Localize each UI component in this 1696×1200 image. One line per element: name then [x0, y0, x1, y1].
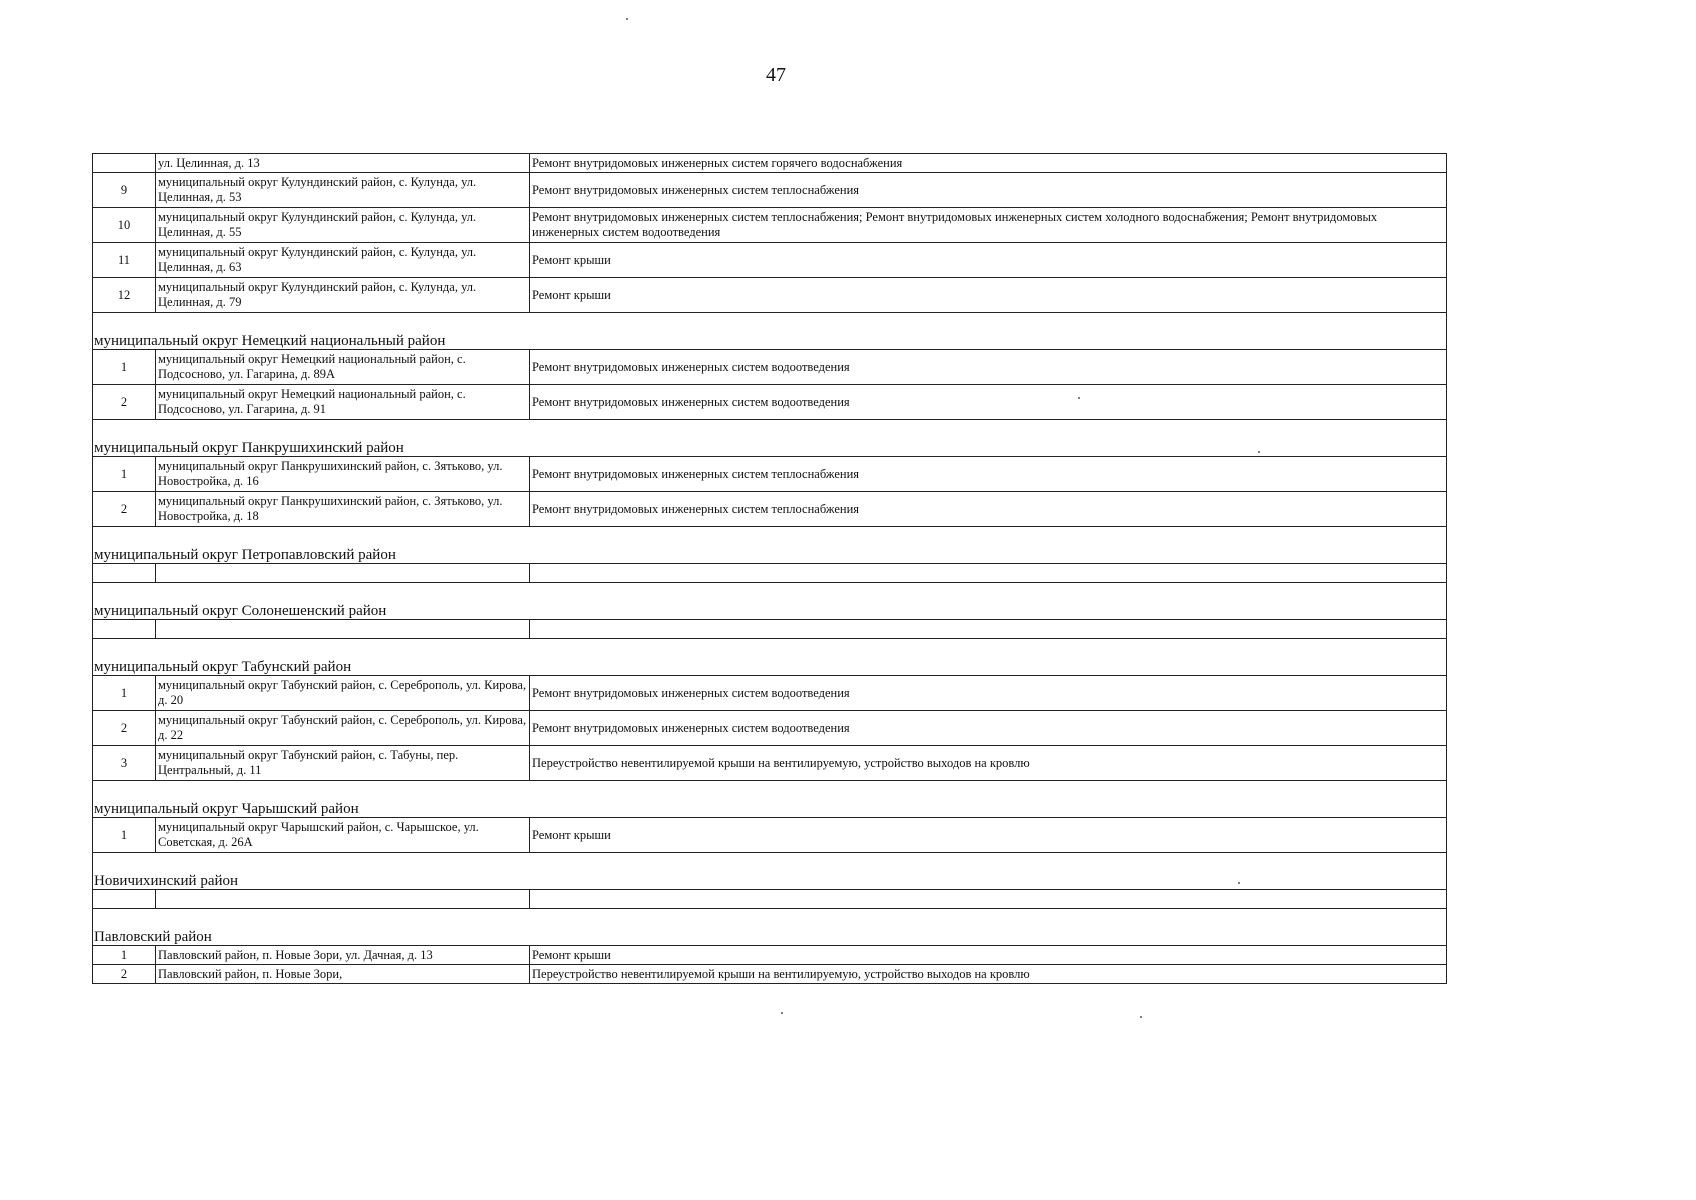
row-number: 3: [93, 746, 156, 781]
row-address: муниципальный округ Табунский район, с. Табуны, пер. Центральный, д. 11: [156, 746, 530, 781]
section-title: муниципальный округ Чарышский район: [93, 781, 1447, 818]
table-row: [93, 746, 1447, 781]
row-works: Ремонт внутридомовых инженерных систем водоотведения: [530, 676, 1447, 711]
row-works: Ремонт крыши: [530, 946, 1447, 965]
row-works: Ремонт внутридомовых инженерных систем теплоснабжения; Ремонт внутридомовых инженерных систем холодного водоснабжения; Ремонт внутридомовых инженерных систем водоотведения: [530, 208, 1447, 243]
row-number: 2: [93, 965, 156, 984]
row-address: муниципальный округ Табунский район, с. Сереброполь, ул. Кирова, д. 22: [156, 711, 530, 746]
section-header-row: [93, 853, 1447, 890]
section-header-row: [93, 639, 1447, 676]
table-row: [93, 154, 1447, 173]
row-works: Ремонт крыши: [530, 278, 1447, 313]
row-number: 1: [93, 676, 156, 711]
table-row: [93, 243, 1447, 278]
table-row: [93, 278, 1447, 313]
table-row: [93, 385, 1447, 420]
row-works: Ремонт внутридомовых инженерных систем теплоснабжения: [530, 457, 1447, 492]
row-number: 2: [93, 385, 156, 420]
scan-speck: [1140, 1016, 1142, 1018]
section-header-row: [93, 909, 1447, 946]
section-title: муниципальный округ Табунский район: [93, 639, 1447, 676]
empty-row: [93, 564, 1447, 583]
row-address: муниципальный округ Кулундинский район, с. Кулунда, ул. Целинная, д. 55: [156, 208, 530, 243]
table-row: [93, 350, 1447, 385]
table-row: [93, 965, 1447, 984]
row-works: Ремонт внутридомовых инженерных систем водоотведения: [530, 385, 1447, 420]
row-address: муниципальный округ Кулундинский район, с. Кулунда, ул. Целинная, д. 53: [156, 173, 530, 208]
table-row: [93, 818, 1447, 853]
row-works: Ремонт внутридомовых инженерных систем водоотведения: [530, 350, 1447, 385]
section-title: муниципальный округ Немецкий национальный район: [93, 313, 1447, 350]
row-address: муниципальный округ Табунский район, с. Сереброполь, ул. Кирова, д. 20: [156, 676, 530, 711]
table-row: [93, 208, 1447, 243]
row-number: 12: [93, 278, 156, 313]
row-number: 9: [93, 173, 156, 208]
empty-cell: [156, 620, 530, 639]
section-title: муниципальный округ Панкрушихинский район: [93, 420, 1447, 457]
row-address: Павловский район, п. Новые Зори, ул. Дачная, д. 13: [156, 946, 530, 965]
empty-cell: [93, 890, 156, 909]
row-address: муниципальный округ Немецкий национальный район, с. Подсосново, ул. Гагарина, д. 89А: [156, 350, 530, 385]
table-row: [93, 457, 1447, 492]
row-number: 11: [93, 243, 156, 278]
table-row: [93, 946, 1447, 965]
row-works: Ремонт крыши: [530, 818, 1447, 853]
row-number: 1: [93, 350, 156, 385]
row-works: Переустройство невентилируемой крыши на вентилируемую, устройство выходов на кровлю: [530, 965, 1447, 984]
row-number: 1: [93, 818, 156, 853]
section-header-row: [93, 583, 1447, 620]
empty-cell: [530, 564, 1447, 583]
empty-cell: [530, 620, 1447, 639]
table-row: [93, 173, 1447, 208]
row-address: муниципальный округ Кулундинский район, с. Кулунда, ул. Целинная, д. 63: [156, 243, 530, 278]
scan-speck: [1238, 882, 1240, 884]
empty-row: [93, 620, 1447, 639]
empty-cell: [156, 564, 530, 583]
table-row: [93, 676, 1447, 711]
empty-cell: [93, 620, 156, 639]
row-works: Ремонт внутридомовых инженерных систем горячего водоснабжения: [530, 154, 1447, 173]
row-number: 2: [93, 711, 156, 746]
empty-cell: [156, 890, 530, 909]
section-title: муниципальный округ Петропавловский район: [93, 527, 1447, 564]
row-address: Павловский район, п. Новые Зори,: [156, 965, 530, 984]
empty-cell: [530, 890, 1447, 909]
row-number: 1: [93, 457, 156, 492]
scan-speck: [626, 18, 628, 20]
section-header-row: [93, 420, 1447, 457]
row-address: муниципальный округ Немецкий национальный район, с. Подсосново, ул. Гагарина, д. 91: [156, 385, 530, 420]
scan-speck: [1078, 397, 1080, 399]
row-works: Ремонт внутридомовых инженерных систем теплоснабжения: [530, 492, 1447, 527]
page-number: 47: [766, 64, 786, 86]
section-title: муниципальный округ Солонешенский район: [93, 583, 1447, 620]
row-address: муниципальный округ Чарышский район, с. Чарышское, ул. Советская, д. 26А: [156, 818, 530, 853]
empty-row: [93, 890, 1447, 909]
section-header-row: [93, 527, 1447, 564]
section-title: Новичихинский район: [93, 853, 1447, 890]
section-title: Павловский район: [93, 909, 1447, 946]
works-table: [92, 153, 1447, 984]
row-address: муниципальный округ Панкрушихинский район, с. Зятьково, ул. Новостройка, д. 16: [156, 457, 530, 492]
section-header-row: [93, 313, 1447, 350]
row-works: Ремонт внутридомовых инженерных систем теплоснабжения: [530, 173, 1447, 208]
works-table-body: [93, 154, 1447, 984]
table-row: [93, 711, 1447, 746]
scan-speck: [1258, 451, 1260, 453]
table-row: [93, 492, 1447, 527]
row-works: Ремонт крыши: [530, 243, 1447, 278]
row-address: муниципальный округ Панкрушихинский район, с. Зятьково, ул. Новостройка, д. 18: [156, 492, 530, 527]
row-address: ул. Целинная, д. 13: [156, 154, 530, 173]
row-number: 2: [93, 492, 156, 527]
row-works: Переустройство невентилируемой крыши на вентилируемую, устройство выходов на кровлю: [530, 746, 1447, 781]
row-works: Ремонт внутридомовых инженерных систем водоотведения: [530, 711, 1447, 746]
row-number: 1: [93, 946, 156, 965]
empty-cell: [93, 564, 156, 583]
row-number: [93, 154, 156, 173]
row-address: муниципальный округ Кулундинский район, с. Кулунда, ул. Целинная, д. 79: [156, 278, 530, 313]
scan-speck: [781, 1012, 783, 1014]
section-header-row: [93, 781, 1447, 818]
row-number: 10: [93, 208, 156, 243]
